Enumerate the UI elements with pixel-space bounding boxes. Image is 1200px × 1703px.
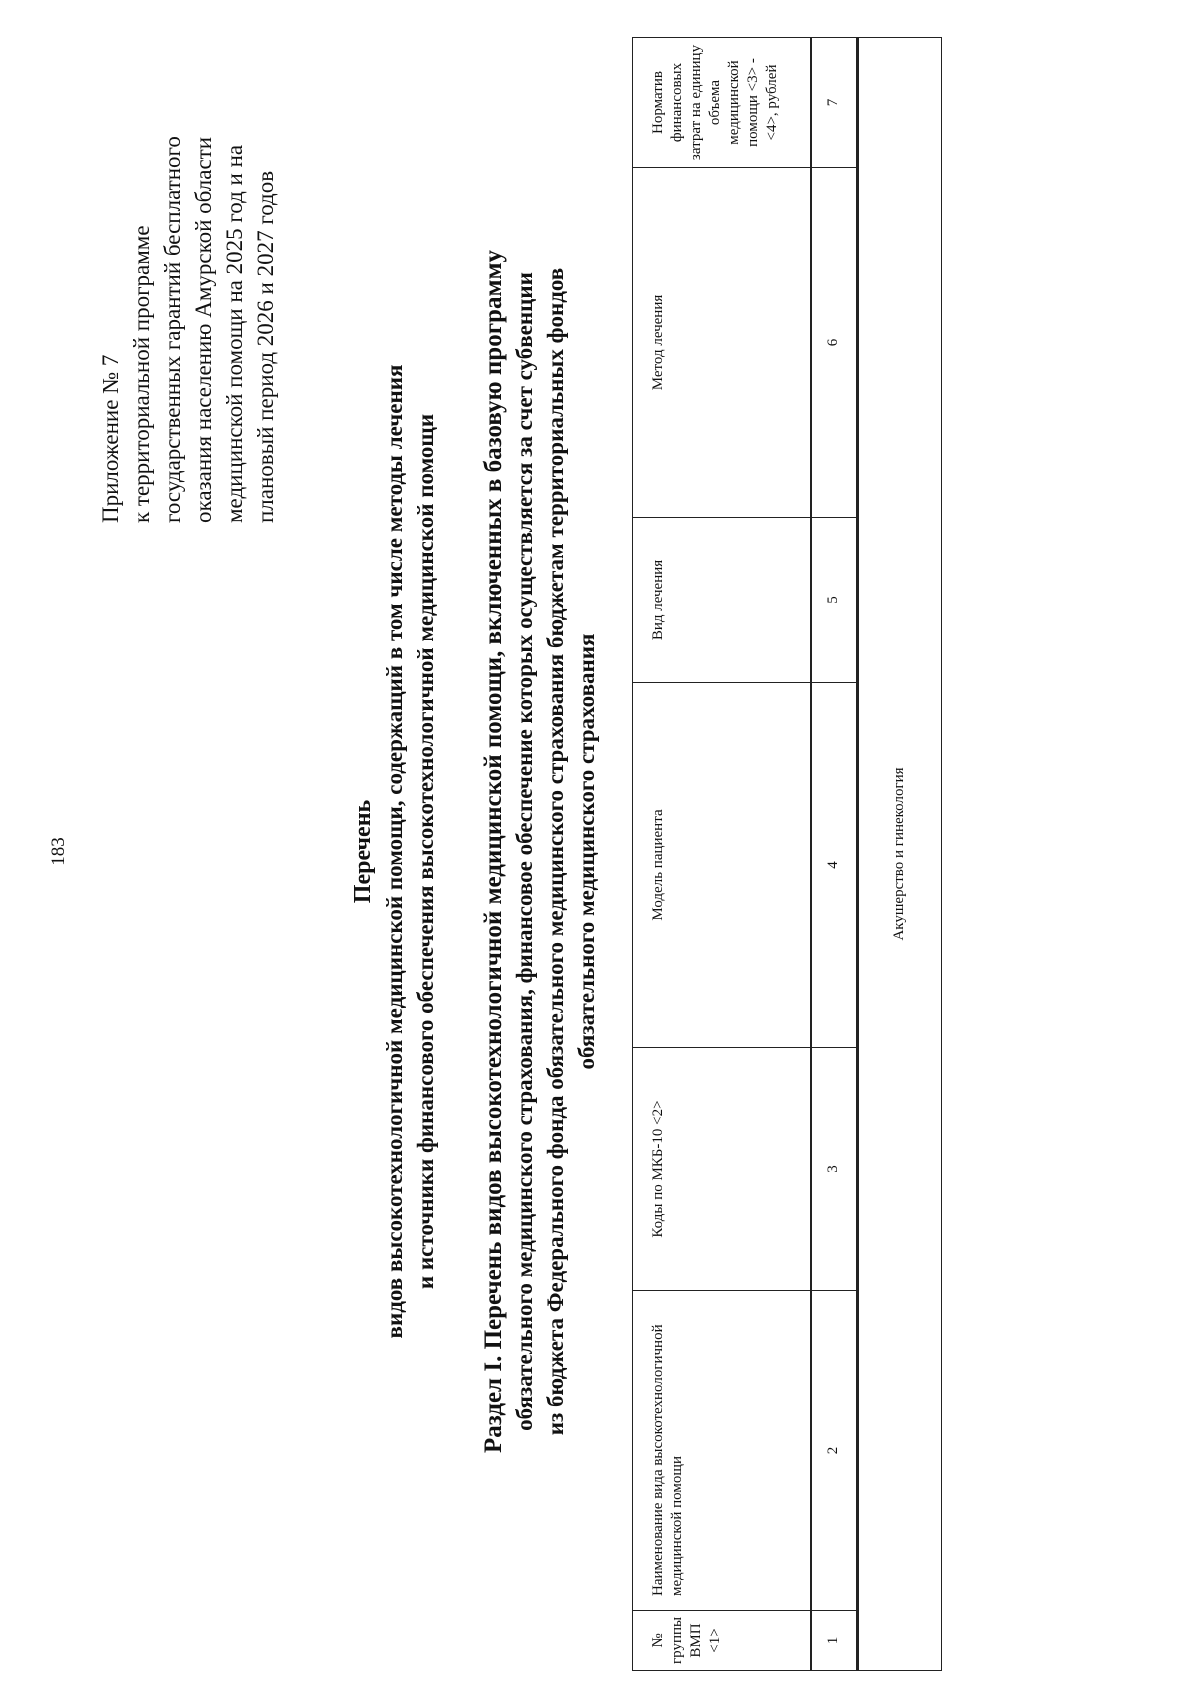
column-number: 5: [811, 518, 858, 683]
table-header-row: [633, 38, 811, 1671]
title-line: Перечень: [350, 799, 376, 904]
appendix-line: плановый период 2026 и 2027 годов: [253, 170, 278, 523]
column-number: 2: [811, 1291, 858, 1611]
page-number: 183: [48, 837, 69, 866]
column-number: 6: [811, 168, 858, 518]
column-number: 1: [811, 1611, 858, 1671]
column-number: 3: [811, 1048, 858, 1291]
header-cell: № группы ВМП <1>: [633, 1611, 811, 1671]
header-cell: Коды по МКБ-10 <2>: [633, 1048, 811, 1291]
header-cell: Модель пациента: [633, 683, 811, 1048]
header-cell: Вид лечения: [633, 518, 811, 683]
section-line: обязательного медицинского страхования: [574, 633, 599, 1070]
document-title: [348, 0, 441, 1703]
table-section-row: [857, 38, 942, 1671]
section-row-label: Акушерство и гинекология: [857, 38, 942, 1671]
header-cell: Норматив финансовых затрат на единицу объема медицинской помощи <3> - <4>, рублей: [633, 38, 811, 168]
section-heading: [478, 0, 602, 1703]
appendix-line: Приложение № 7: [98, 354, 123, 523]
appendix-line: к территориальной программе: [129, 225, 154, 523]
appendix-line: государственных гарантий бесплатного: [160, 136, 185, 523]
header-cell: Наименование вида высокотехнологичной медицинской помощи: [633, 1291, 811, 1611]
title-line: видов высокотехнологичной медицинской помощи, содержащий в том числе методы лечения: [382, 364, 407, 1339]
title-line: и источники финансового обеспечения высокотехнологичной медицинской помощи: [413, 413, 438, 1290]
vmp-table: [632, 38, 942, 1671]
appendix-header: [95, 13, 281, 523]
column-number: 7: [811, 38, 858, 168]
section-line: обязательного медицинского страхования, финансовое обеспечение которых осуществляется за счет субвенции: [512, 272, 537, 1431]
appendix-line: оказания населению Амурской области: [191, 136, 216, 523]
column-number-row: [811, 38, 858, 1671]
header-cell: Метод лечения: [633, 168, 811, 518]
section-line: Раздел I. Перечень видов высокотехнологичной медицинской помощи, включенных в базовую программу: [480, 249, 507, 1454]
appendix-line: медицинской помощи на 2025 год и на: [222, 144, 247, 523]
column-number: 4: [811, 683, 858, 1048]
section-line: из бюджета Федерального фонда обязательного медицинского страхования бюджетам территориальных фондов: [543, 267, 568, 1436]
